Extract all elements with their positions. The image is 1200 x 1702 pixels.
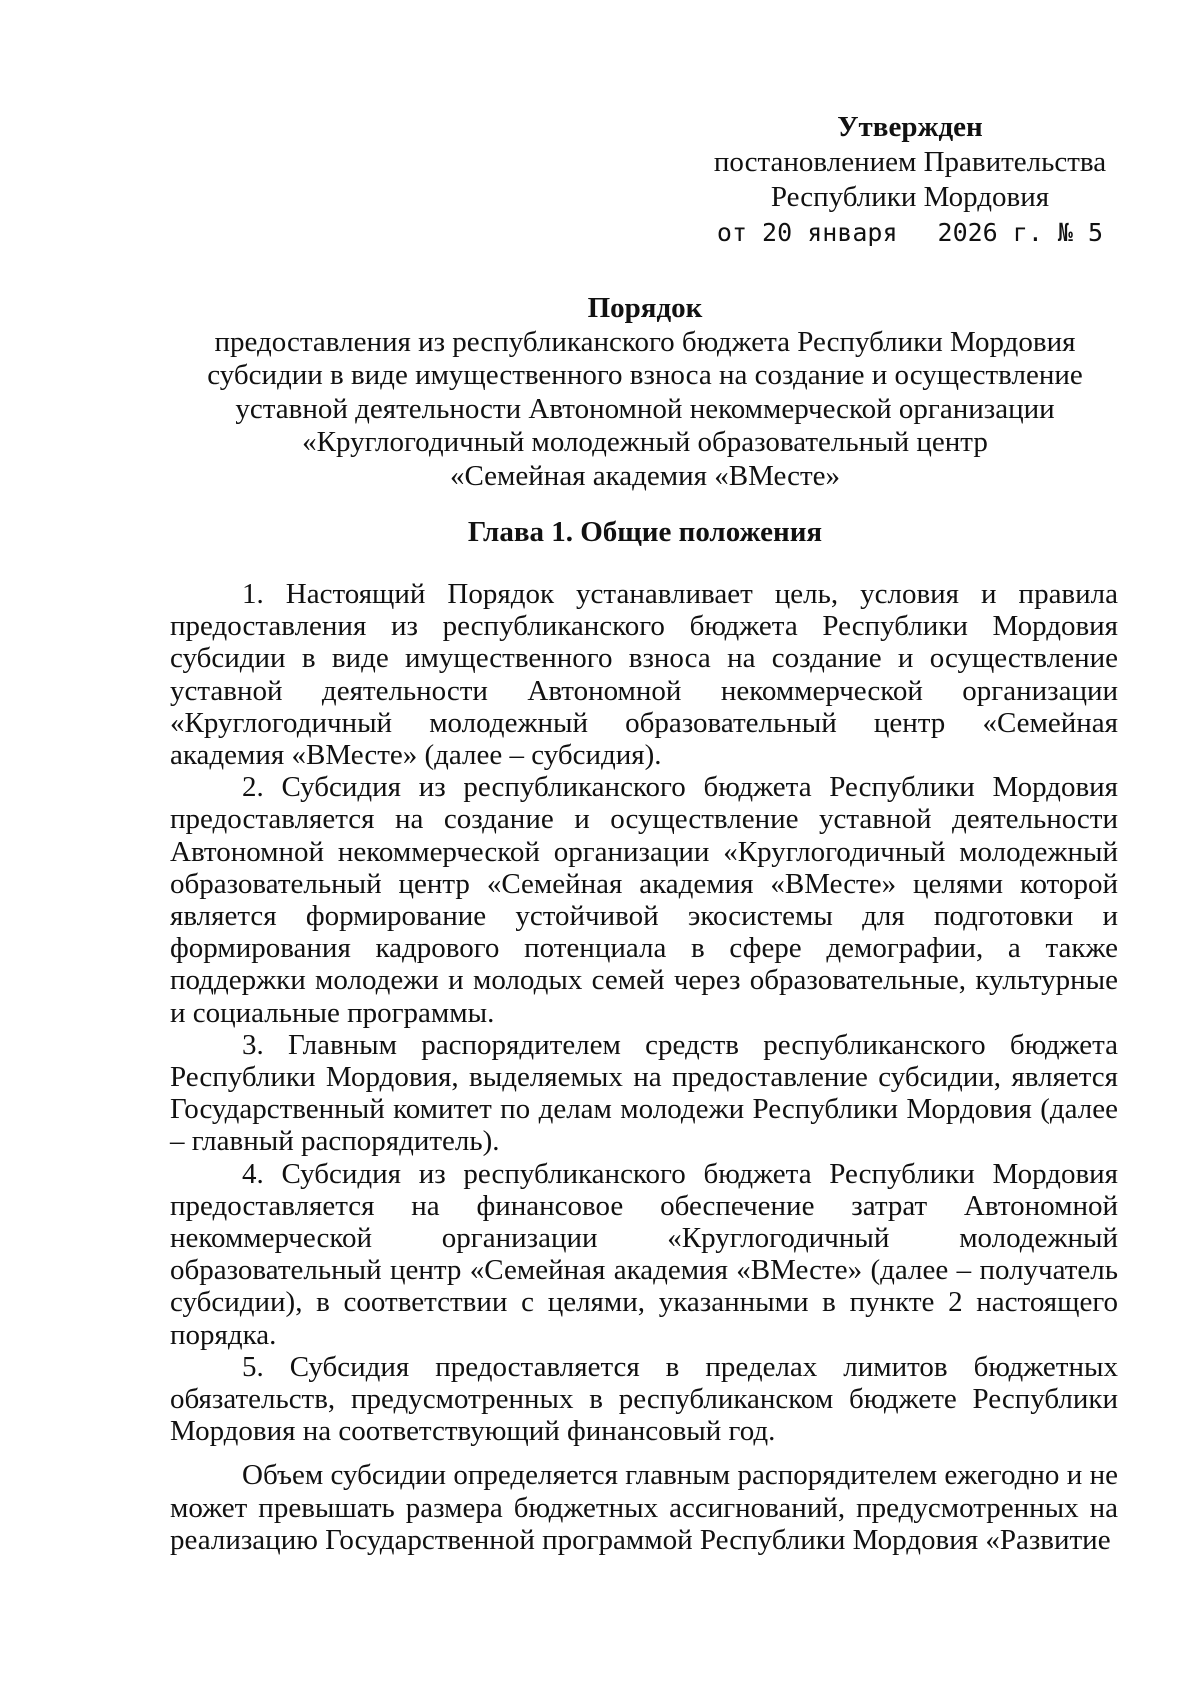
approval-year-number: 2026 г. № 5	[937, 218, 1104, 247]
document-title: Порядок	[587, 292, 703, 324]
paragraph-3: 3. Главным распорядителем средств республиканского бюджета Республики Мордовия, выделяемых на предоставление субсидии, является Государственный комитет по делам молодежи Республики Мордовия (далее – главный распорядитель).	[170, 1028, 1118, 1158]
approval-line-1: постановлением Правительства	[713, 146, 1107, 178]
chapter-heading: Глава 1. Общие положения	[467, 516, 823, 548]
paragraph-6: Объем субсидии определяется главным распорядителем ежегодно и не может превышать размера бюджетных ассигнований, предусмотренных на реализацию Государственной программой Республики Мордовия «Развитие	[170, 1459, 1118, 1556]
paragraph-1: 1. Настоящий Порядок устанавливает цель, условия и правила предоставления из республиканского бюджета Республики Мордовия субсидии в виде имущественного взноса на создание и осуществление уставной деятельности Автономной некоммерческой организации «Круглогодичный молодежный образовательный центр «Семейная академия «ВМесте» (далее – субсидия).	[170, 578, 1118, 772]
title-line-3: уставной деятельности Автономной некоммерческой организации	[235, 392, 1055, 425]
document-body	[170, 578, 1118, 1556]
paragraph-2: 2. Субсидия из республиканского бюджета Республики Мордовия предоставляется на создание и осуществление уставной деятельности Автономной некоммерческой организации «Круглогодичный молодежный образовательный центр «Семейная академия «ВМесте» целями которой является формирование устойчивой экосистемы для подготовки и формирования кадрового потенциала в сфере демографии, а также поддержки молодежи и молодых семей через образовательные, культурные и социальные программы.	[170, 771, 1118, 1029]
approval-stamp	[700, 110, 1120, 250]
title-line-5: «Семейная академия «ВМесте»	[449, 459, 841, 492]
title-line-2: субсидии в виде имущественного взноса на создание и осуществление	[207, 359, 1083, 391]
title-line-4: «Круглогодичный молодежный образовательный центр	[302, 426, 988, 458]
approval-date: от 20 января	[716, 218, 898, 247]
approval-line-2: Республики Мордовия	[770, 181, 1050, 213]
approval-date-line	[700, 215, 1120, 250]
title-line-1: предоставления из республиканского бюджета Республики Мордовия	[214, 325, 1076, 358]
paragraph-4: 4. Субсидия из республиканского бюджета Республики Мордовия предоставляется на финансовое обеспечение затрат Автономной некоммерческой организации «Круглогодичный молодежный образовательный центр «Семейная академия «ВМесте» (далее – получатель субсидии), в соответствии с целями, указанными в пункте 2 настоящего порядка.	[170, 1157, 1118, 1351]
approval-heading: Утвержден	[837, 111, 983, 143]
document-title-block	[165, 292, 1125, 493]
paragraph-5: 5. Субсидия предоставляется в пределах лимитов бюджетных обязательств, предусмотренных в республиканском бюджете Республики Мордовия на соответствующий финансовый год.	[170, 1350, 1118, 1448]
